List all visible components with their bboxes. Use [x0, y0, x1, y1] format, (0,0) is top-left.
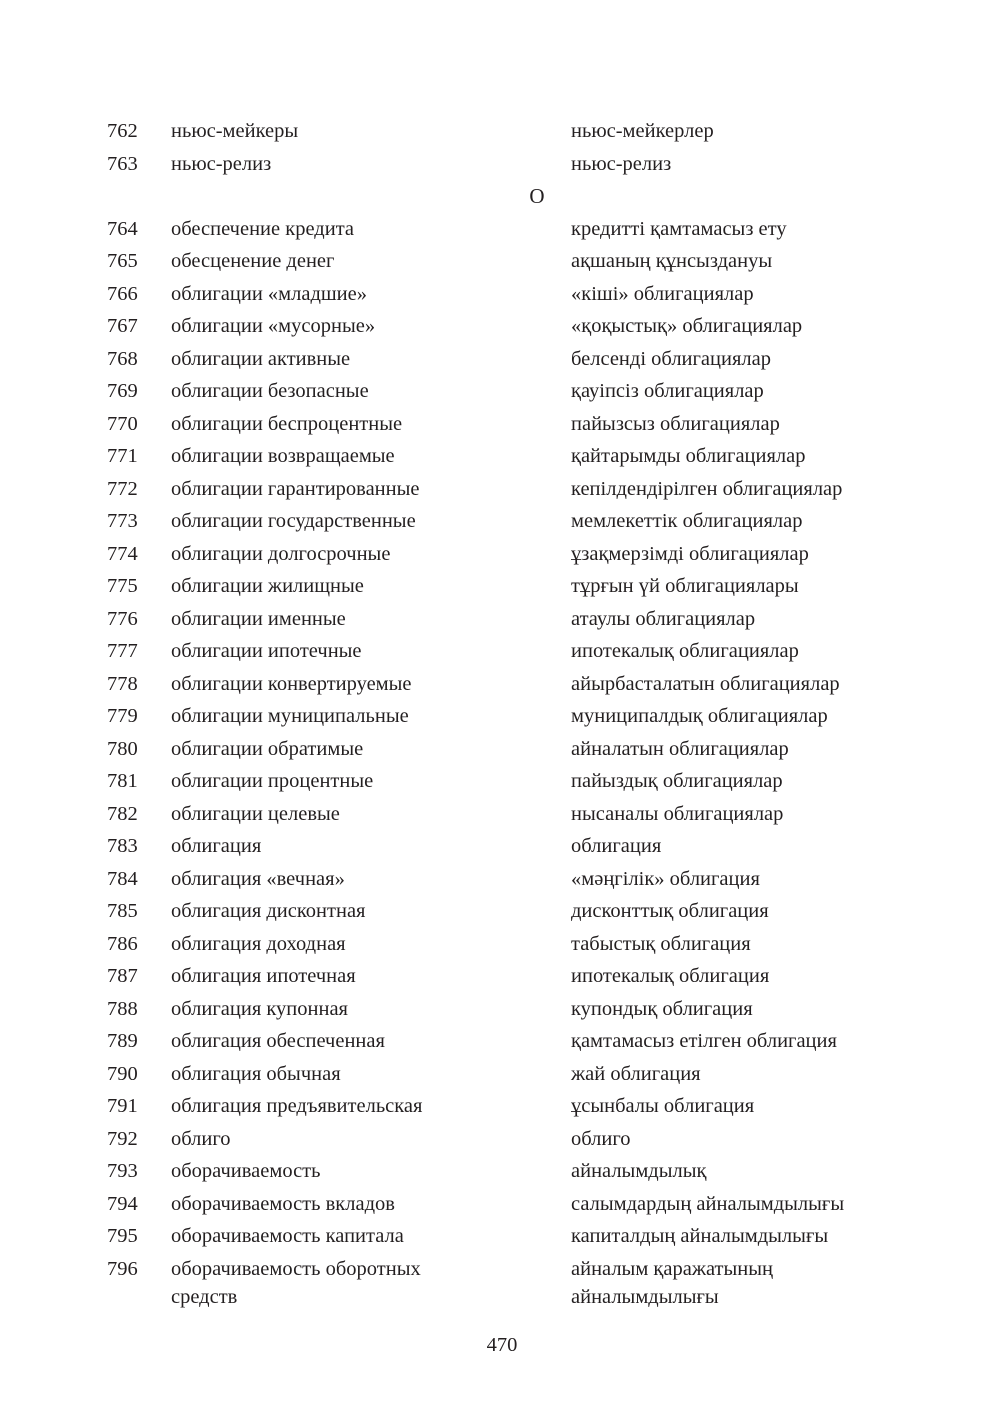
entry-row: [0, 1255, 1004, 1311]
entry-number: 774: [107, 542, 138, 565]
entry-row: [0, 670, 1004, 698]
entry-kazakh-term: айналатын облигациялар: [571, 737, 789, 760]
entry-russian-term: облигации именные: [171, 607, 346, 630]
entry-kazakh-term: мемлекеттік облигациялар: [571, 510, 803, 532]
entry-row: [0, 1060, 1004, 1088]
entry-number: 783: [107, 835, 138, 857]
entry-russian-term: облигация: [171, 835, 262, 857]
entry-row: [0, 442, 1004, 470]
entry-kazakh-term: облигация: [571, 835, 662, 857]
entry-russian-term: обеспечение кредита: [171, 217, 354, 240]
entry-row: [0, 540, 1004, 568]
entry-number: 793: [107, 1160, 138, 1182]
entry-kazakh-term: кепілдендірілген облигациялар: [571, 477, 843, 500]
entry-russian-term: облигация купонная: [171, 997, 348, 1020]
entry-number: 767: [107, 315, 138, 337]
entry-russian-term: облигации долгосрочные: [171, 542, 391, 565]
entry-row: [0, 377, 1004, 405]
entry-russian-term: оборачиваемость: [171, 1160, 321, 1182]
entry-number: 795: [107, 1225, 138, 1247]
entry-number: 766: [107, 282, 138, 305]
entry-kazakh-term: «қоқыстық» облигациялар: [571, 315, 803, 337]
entry-kazakh-term: нысаналы облигациялар: [571, 802, 784, 825]
entry-number: 779: [107, 705, 138, 727]
entry-russian-term: облигации возвращаемые: [171, 445, 395, 467]
entry-kazakh-term: айналымдылық: [571, 1160, 707, 1182]
entry-russian-term: обесценение денег: [171, 250, 335, 272]
glossary-entries: [0, 117, 1004, 1315]
entry-russian-term: облигация «вечная»: [171, 867, 345, 890]
entry-number: 773: [107, 510, 138, 532]
entry-kazakh-term: айырбасталатын облигациялар: [571, 672, 840, 695]
entry-kazakh-term: ұсынбалы облигация: [571, 1095, 755, 1117]
entry-row: [0, 605, 1004, 633]
entry-russian-term: облигации активные: [171, 347, 351, 370]
entry-russian-term: облиго: [171, 1127, 231, 1150]
entry-number: 789: [107, 1030, 138, 1052]
entry-row: [0, 800, 1004, 828]
entry-row: [0, 117, 1004, 145]
entry-number: 782: [107, 802, 138, 825]
entry-row: [0, 475, 1004, 503]
entry-russian-term-line-1: оборачиваемость оборотных: [171, 1257, 421, 1280]
entry-number: 771: [107, 445, 138, 467]
entry-kazakh-term: муниципалдық облигациялар: [571, 705, 828, 727]
entry-kazakh-term: «кіші» облигациялар: [571, 282, 754, 305]
entry-russian-term: облигация предъявительская: [171, 1095, 423, 1117]
entry-kazakh-term: тұрғын үй облигациялары: [571, 575, 799, 597]
entry-kazakh-term: жай облигация: [571, 1062, 701, 1085]
entry-row: [0, 410, 1004, 438]
entry-russian-term: облигации целевые: [171, 802, 340, 825]
entry-kazakh-term: [571, 1255, 901, 1311]
entry-row: [0, 247, 1004, 275]
entry-russian-term: облигация ипотечная: [171, 965, 356, 987]
entry-russian-term: облигации жилищные: [171, 575, 364, 597]
entry-number: 770: [107, 412, 138, 435]
entry-row: [0, 897, 1004, 925]
entry-kazakh-term: ұзақмерзімді облигациялар: [571, 542, 809, 565]
entry-row: [0, 150, 1004, 178]
entry-kazakh-term: табыстық облигация: [571, 932, 751, 955]
entry-number: 780: [107, 737, 138, 760]
entry-number: 768: [107, 347, 138, 370]
entry-row: [0, 930, 1004, 958]
entry-russian-term: облигация обычная: [171, 1062, 341, 1085]
entry-number: 763: [107, 152, 138, 175]
entry-russian-term: облигации «младшие»: [171, 282, 368, 305]
entry-kazakh-term: қауіпсіз облигациялар: [571, 380, 764, 402]
entry-kazakh-term: салымдардың айналымдылығы: [571, 1192, 845, 1215]
entry-russian-term: облигации процентные: [171, 770, 374, 792]
entry-list: [0, 215, 1004, 1251]
entry-row: [0, 572, 1004, 600]
entry-number: 762: [107, 120, 138, 142]
entry-russian-term: облигации муниципальные: [171, 705, 409, 727]
entry-russian-term: [171, 1255, 571, 1311]
entry-number: 796: [107, 1257, 138, 1280]
entry-russian-term: оборачиваемость капитала: [171, 1225, 404, 1247]
entry-russian-term: облигации обратимые: [171, 737, 364, 760]
entry-kazakh-term: ипотекалық облигация: [571, 965, 770, 987]
entry-number: 772: [107, 477, 138, 500]
entry-number: 778: [107, 672, 138, 695]
entry-number: 781: [107, 770, 138, 792]
entry-number: 787: [107, 965, 138, 987]
entry-row: [0, 767, 1004, 795]
entry-row: [0, 832, 1004, 860]
entry-number: 792: [107, 1127, 138, 1150]
entry-number: 785: [107, 900, 138, 922]
entry-russian-term: оборачиваемость вкладов: [171, 1192, 395, 1215]
entry-kazakh-term: ньюс-мейкерлер: [571, 120, 714, 142]
entry-number: 784: [107, 867, 138, 890]
entry-row: [0, 1157, 1004, 1185]
entry-row: [0, 1125, 1004, 1153]
entry-row: [0, 865, 1004, 893]
entry-number: 776: [107, 607, 138, 630]
entry-row: [0, 702, 1004, 730]
entry-russian-term: облигация обеспеченная: [171, 1030, 385, 1052]
entry-kazakh-term: ақшаның құнсыздануы: [571, 250, 773, 272]
entry-number: 786: [107, 932, 138, 955]
entry-kazakh-term: капиталдың айналымдылығы: [571, 1225, 829, 1247]
entry-kazakh-term: пайызсыз облигациялар: [571, 412, 780, 435]
entry-number: 794: [107, 1192, 138, 1215]
entry-row: [0, 1092, 1004, 1120]
entry-russian-term: облигации конвертируемые: [171, 672, 412, 695]
entry-row: [0, 995, 1004, 1023]
entry-kazakh-term-line-2: айналымдылығы: [571, 1285, 719, 1308]
entry-row: [0, 735, 1004, 763]
entry-row: [0, 507, 1004, 535]
entry-row: [0, 1190, 1004, 1218]
entry-russian-term: облигации государственные: [171, 510, 416, 532]
entry-kazakh-term: «мәңгілік» облигация: [571, 867, 760, 890]
entry-russian-term: облигации беспроцентные: [171, 412, 403, 435]
entry-kazakh-term-line-1: айналым қаражатының: [571, 1257, 774, 1280]
entry-russian-term-line-2: средств: [171, 1285, 238, 1308]
entry-russian-term: ньюс-мейкеры: [171, 120, 299, 142]
entry-number: 765: [107, 250, 138, 272]
entry-number: 788: [107, 997, 138, 1020]
entry-number: 777: [107, 640, 138, 662]
entry-kazakh-term: ипотекалық облигациялар: [571, 640, 799, 662]
entry-kazakh-term: ньюс-релиз: [571, 152, 672, 175]
entry-kazakh-term: атаулы облигациялар: [571, 607, 756, 630]
entry-number: 775: [107, 575, 138, 597]
entry-row: [0, 1027, 1004, 1055]
entry-row: [0, 215, 1004, 243]
entry-number: 769: [107, 380, 138, 402]
entry-number: 764: [107, 217, 138, 240]
entry-row: [0, 312, 1004, 340]
page-number: 470: [486, 1334, 518, 1356]
section-letter: О: [529, 184, 545, 208]
entry-kazakh-term: белсенді облигациялар: [571, 347, 771, 370]
entry-kazakh-term: қайтарымды облигациялар: [571, 445, 806, 467]
entry-row: [0, 345, 1004, 373]
entry-russian-term: ньюс-релиз: [171, 152, 272, 175]
entry-kazakh-term: облиго: [571, 1127, 631, 1150]
entry-kazakh-term: купондық облигация: [571, 997, 753, 1020]
entry-kazakh-term: қамтамасыз етілген облигация: [571, 1030, 837, 1052]
entry-russian-term: облигации ипотечные: [171, 640, 362, 662]
entry-russian-term: облигации гарантированные: [171, 477, 420, 500]
entry-number: 791: [107, 1095, 138, 1117]
entry-row: [0, 1222, 1004, 1250]
entry-russian-term: облигация доходная: [171, 932, 346, 955]
entry-russian-term: облигация дисконтная: [171, 900, 366, 922]
entry-number: 790: [107, 1062, 138, 1085]
entry-kazakh-term: кредитті қамтамасыз ету: [571, 217, 787, 240]
entry-russian-term: облигации «мусорные»: [171, 315, 376, 337]
entry-row: [0, 962, 1004, 990]
entry-row: [0, 280, 1004, 308]
entry-russian-term: облигации безопасные: [171, 380, 369, 402]
entry-kazakh-term: дисконттық облигация: [571, 900, 769, 922]
entry-kazakh-term: пайыздық облигациялар: [571, 770, 783, 792]
entry-row: [0, 637, 1004, 665]
